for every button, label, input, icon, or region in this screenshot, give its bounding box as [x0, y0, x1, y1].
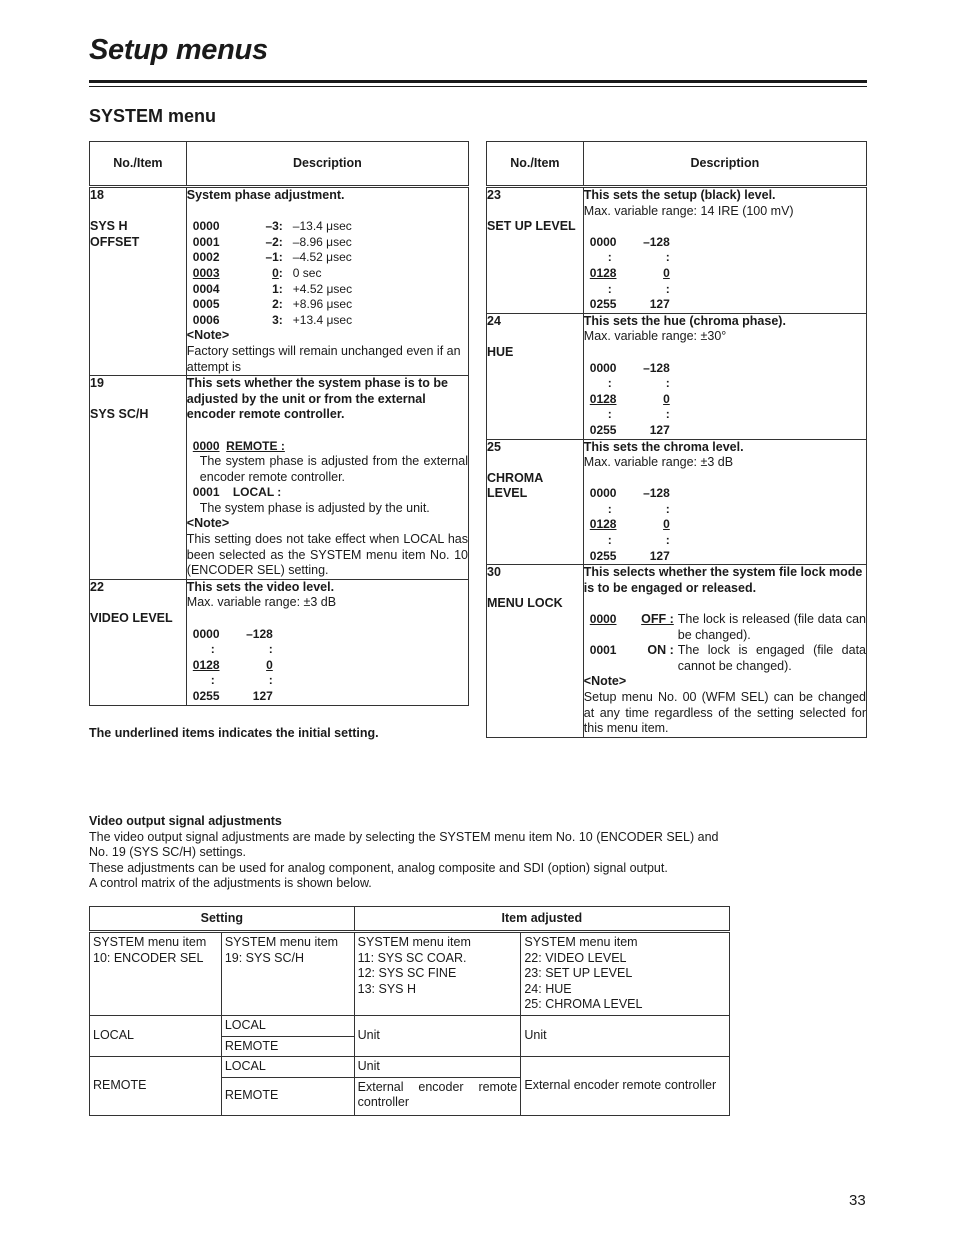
phase-values-list — [187, 219, 468, 328]
option-state: OFF : — [641, 612, 674, 627]
item-title: This sets the setup (black) level. — [583, 188, 776, 202]
range-ellipsis-row — [584, 250, 866, 266]
item-number: 19 — [90, 376, 104, 391]
note-text: Setup menu No. 00 (WFM SEL) can be changed at any time regardless of the setting selected for this menu item. — [583, 690, 866, 736]
item-title: This sets the hue (chroma phase). — [583, 313, 786, 328]
item-title: This sets whether the system phase is to be adjusted by the unit or from the external encoder remote controller. — [186, 376, 448, 422]
value-range-block — [187, 627, 468, 705]
section-title: SYSTEM menu — [89, 106, 217, 126]
item-name: MENU LOCK — [487, 596, 563, 611]
range-code: 0128 — [192, 657, 220, 672]
item-range: Max. variable range: ±3 dB — [583, 455, 734, 470]
header-description: Description — [186, 142, 468, 187]
cell-remote-ext-right: External encoder remote controller — [521, 1057, 730, 1116]
paragraph: These adjustments can be used for analog component, analog composite and SDI (option) signal output. — [89, 860, 668, 875]
range-ellipsis-row — [584, 533, 866, 549]
phase-value-row — [187, 219, 468, 235]
matrix-row-local-1 — [90, 1016, 730, 1037]
range-colon: : — [665, 250, 670, 265]
item-22-no — [90, 579, 187, 705]
range-ellipsis-row — [584, 407, 866, 423]
value-separator: : — [278, 281, 283, 296]
range-value-row — [584, 235, 866, 251]
range-value-row — [584, 486, 866, 502]
range-value-row — [187, 627, 468, 643]
item-title: This sets the chroma level. — [583, 439, 744, 454]
range-colon: : — [665, 376, 670, 391]
range-code: 0128 — [589, 265, 617, 280]
range-ellipsis-row — [584, 502, 866, 518]
item-23-description — [583, 187, 866, 314]
option-code: 0001 — [589, 643, 617, 658]
range-colon: : — [607, 501, 612, 516]
value-code: 0003 — [192, 265, 220, 280]
cell-level-items: SYSTEM menu item 22: VIDEO LEVEL 23: SET UP LEVEL 24: HUE 25: CHROMA LEVEL — [521, 932, 730, 1016]
range-step: –128 — [643, 486, 670, 501]
phase-value-row — [187, 297, 468, 313]
value-step: 3 — [272, 312, 279, 327]
range-step: 127 — [649, 548, 670, 563]
value-code: 0000 — [192, 219, 220, 234]
item-18-no — [90, 187, 187, 376]
item-25-no — [487, 439, 584, 565]
matrix-subheader-row — [90, 932, 730, 1016]
cell-unit-a: Unit — [354, 1016, 521, 1057]
phase-value-row — [187, 282, 468, 298]
value-range-block — [584, 235, 866, 313]
option-state: ON : — [647, 643, 674, 658]
note-label: <Note> — [186, 328, 230, 343]
phase-value-row — [187, 250, 468, 266]
value-text: –13.4 μsec — [292, 219, 352, 234]
table-header-row — [90, 142, 469, 187]
cell-local-local: LOCAL — [221, 1016, 354, 1037]
range-ellipsis-row — [584, 376, 866, 392]
item-name: SET UP LEVEL — [487, 219, 576, 234]
option-remote-text: The system phase is adjusted from the external encoder remote controller. — [199, 454, 468, 484]
value-step: –3 — [265, 219, 279, 234]
cell-remote-unit: Unit — [354, 1057, 521, 1078]
item-number: 18 — [90, 188, 104, 202]
range-step: –128 — [643, 360, 670, 375]
range-value-row — [584, 549, 866, 565]
system-menu-table-left — [89, 141, 469, 706]
table-row-22 — [90, 579, 469, 705]
value-step: 2 — [272, 297, 279, 312]
range-code: 0000 — [589, 486, 617, 501]
range-code: 0128 — [589, 391, 617, 406]
cell-remote: REMOTE — [90, 1057, 222, 1116]
cell-sys-sc-items: SYSTEM menu item 11: SYS SC COAR. 12: SYS SC FINE 13: SYS H — [354, 932, 521, 1016]
item-range: Max. variable range: 14 IRE (100 mV) — [583, 203, 794, 218]
item-number: 30 — [487, 565, 501, 580]
value-separator: : — [278, 297, 283, 312]
note-label: <Note> — [186, 516, 230, 531]
cell-remote-ext: External encoder remote controller — [354, 1077, 521, 1115]
range-colon: : — [607, 533, 612, 548]
range-step: 0 — [663, 517, 670, 532]
range-step: 0 — [266, 657, 273, 672]
range-step: –128 — [246, 626, 273, 641]
section-heading: Video output signal adjustments — [89, 814, 282, 828]
range-value-row — [584, 266, 866, 282]
video-output-section — [89, 814, 739, 892]
range-colon: : — [268, 673, 273, 688]
cell-encoder-sel: SYSTEM menu item 10: ENCODER SEL — [90, 932, 222, 1016]
item-22-description — [186, 579, 468, 705]
paragraph: The video output signal adjustments are made by selecting the SYSTEM menu item No. 10 (ENCODER SEL) and No. 19 (SYS SC/H) settings. — [89, 829, 719, 860]
table-row-18 — [90, 187, 469, 376]
cell-unit-b: Unit — [521, 1016, 730, 1057]
control-matrix-table — [89, 906, 730, 1116]
page-title: Setup menus — [89, 34, 268, 66]
option-local-text: The system phase is adjusted by the unit. — [199, 500, 430, 515]
item-30-description — [583, 565, 866, 738]
range-step: 127 — [649, 297, 670, 312]
item-title: This selects whether the system file lock mode is to be engaged or released. — [583, 565, 863, 595]
item-name: VIDEO LEVEL — [90, 611, 173, 626]
option-local — [187, 485, 468, 501]
option-code: 0000 — [192, 438, 220, 453]
value-text: –4.52 μsec — [292, 250, 352, 265]
item-name: SYS H OFFSET — [90, 219, 140, 249]
note-text: This setting does not take effect when LOCAL has been selected as the SYSTEM menu item No. 10 (ENCODER SEL) setting. — [186, 532, 468, 578]
value-step: 1 — [272, 281, 279, 296]
option-off — [584, 612, 866, 643]
header-description: Description — [583, 142, 866, 187]
value-step: –2 — [265, 234, 279, 249]
note-label: <Note> — [583, 674, 627, 689]
value-code: 0002 — [192, 250, 220, 265]
range-colon: : — [607, 281, 612, 296]
range-value-row — [584, 517, 866, 533]
range-colon: : — [210, 673, 215, 688]
range-colon: : — [607, 407, 612, 422]
option-remote — [187, 439, 468, 455]
value-code: 0006 — [192, 312, 220, 327]
cell-remote-local: LOCAL — [221, 1057, 354, 1078]
item-title: This sets the video level. — [186, 579, 335, 594]
cell-remote-remote: REMOTE — [221, 1077, 354, 1115]
table-header-row — [487, 142, 867, 187]
range-colon: : — [665, 533, 670, 548]
cell-sys-sch: SYSTEM menu item 19: SYS SC/H — [221, 932, 354, 1016]
header-item-adjusted: Item adjusted — [354, 907, 729, 932]
item-30-no — [487, 565, 584, 738]
range-value-row — [187, 689, 468, 705]
value-separator: : — [278, 219, 283, 234]
matrix-header-row — [90, 907, 730, 932]
item-title: System phase adjustment. — [186, 188, 345, 202]
item-19-no — [90, 376, 187, 580]
range-value-row — [584, 392, 866, 408]
range-colon: : — [607, 376, 612, 391]
range-colon: : — [665, 407, 670, 422]
table-row-24 — [487, 313, 867, 439]
range-value-row — [584, 361, 866, 377]
item-25-description — [583, 439, 866, 565]
value-separator: : — [278, 250, 283, 265]
phase-value-row — [187, 266, 468, 282]
range-step: –128 — [643, 234, 670, 249]
title-rule — [89, 80, 867, 83]
range-code: 0000 — [589, 360, 617, 375]
table-row-30 — [487, 565, 867, 738]
range-ellipsis-row — [187, 642, 468, 658]
value-range-block — [584, 361, 866, 439]
range-code: 0255 — [589, 297, 617, 312]
item-number: 23 — [487, 188, 501, 202]
value-text: +4.52 μsec — [292, 281, 353, 296]
item-number: 25 — [487, 439, 501, 454]
range-step: 0 — [663, 391, 670, 406]
table-row-23 — [487, 187, 867, 314]
page-number: 33 — [849, 1192, 866, 1209]
range-code: 0128 — [589, 517, 617, 532]
value-text: +13.4 μsec — [292, 312, 353, 327]
range-step: 127 — [252, 689, 273, 703]
range-colon: : — [268, 642, 273, 657]
item-name: SYS SC/H — [90, 407, 149, 422]
cell-local-remote: REMOTE — [221, 1036, 354, 1057]
item-24-description — [583, 313, 866, 439]
option-label: LOCAL : — [232, 485, 282, 500]
option-text: The lock is released (file data can be changed). — [677, 612, 866, 642]
item-number: 22 — [90, 579, 104, 594]
value-step: –1 — [265, 250, 279, 265]
value-range-block — [584, 486, 866, 564]
phase-value-row — [187, 313, 468, 329]
range-code: 0255 — [192, 689, 220, 703]
item-range: Max. variable range: ±30° — [583, 329, 727, 344]
range-value-row — [584, 423, 866, 439]
value-separator: : — [278, 265, 283, 280]
value-code: 0005 — [192, 297, 220, 312]
range-colon: : — [607, 250, 612, 265]
range-colon: : — [665, 501, 670, 516]
table-row-19 — [90, 376, 469, 580]
range-code: 0000 — [192, 626, 220, 641]
range-step: 0 — [663, 265, 670, 280]
item-number: 24 — [487, 313, 501, 328]
range-code: 0000 — [589, 234, 617, 249]
value-text: –8.96 μsec — [292, 234, 352, 249]
range-code: 0255 — [589, 422, 617, 437]
item-name: CHROMA LEVEL — [487, 470, 543, 501]
range-value-row — [187, 658, 468, 674]
range-code: 0255 — [589, 548, 617, 563]
option-label: REMOTE : — [226, 438, 285, 453]
item-name: HUE — [487, 344, 514, 359]
range-ellipsis-row — [187, 673, 468, 689]
range-colon: : — [665, 281, 670, 296]
phase-value-row — [187, 235, 468, 251]
header-no-item: No./Item — [487, 142, 584, 187]
system-menu-table-right — [486, 141, 867, 738]
value-text: 0 sec — [292, 265, 322, 280]
item-18-description — [186, 187, 468, 376]
range-colon: : — [210, 642, 215, 657]
cell-local: LOCAL — [90, 1016, 222, 1057]
value-code: 0004 — [192, 281, 220, 296]
value-code: 0001 — [192, 234, 220, 249]
footnote: The underlined items indicates the initial setting. — [89, 726, 379, 740]
item-range: Max. variable range: ±3 dB — [186, 595, 337, 610]
table-row-25 — [487, 439, 867, 565]
item-19-description — [186, 376, 468, 580]
value-separator: : — [278, 234, 283, 249]
title-rule-thin — [89, 86, 867, 87]
matrix-row-remote-1 — [90, 1057, 730, 1078]
header-no-item: No./Item — [90, 142, 187, 187]
value-step: 0 — [272, 265, 279, 280]
item-23-no — [487, 187, 584, 314]
option-text: The lock is engaged (file data cannot be changed). — [677, 643, 866, 673]
range-value-row — [584, 297, 866, 313]
header-setting: Setting — [90, 907, 355, 932]
note-text: Factory settings will remain unchanged even if an attempt is — [186, 343, 461, 374]
range-step: 127 — [649, 422, 670, 437]
range-ellipsis-row — [584, 282, 866, 298]
value-text: +8.96 μsec — [292, 297, 353, 312]
option-on — [584, 643, 866, 674]
item-24-no — [487, 313, 584, 439]
option-code: 0001 — [192, 485, 220, 500]
option-code: 0000 — [589, 612, 617, 627]
paragraph: A control matrix of the adjustments is shown below. — [89, 876, 372, 891]
value-separator: : — [278, 312, 283, 327]
